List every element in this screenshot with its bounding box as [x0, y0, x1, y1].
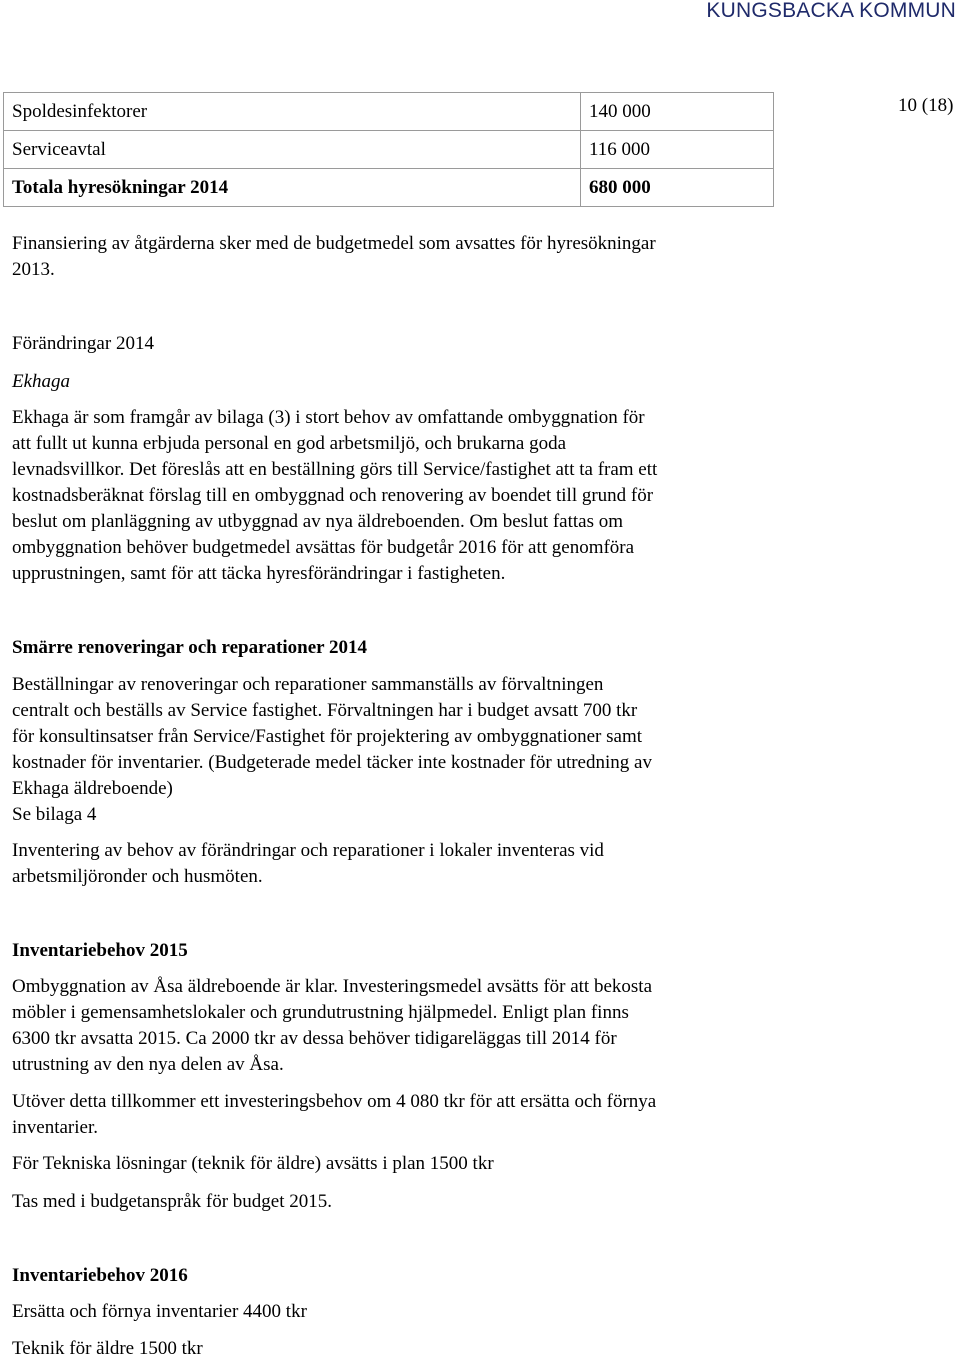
- inventory-2015-paragraph-3: [12, 1151, 952, 1177]
- section-heading: Förändringar 2014: [12, 333, 154, 354]
- text-line: Teknik för äldre 1500 tkr: [12, 1338, 203, 1359]
- text-line: ombyggnation behöver budgetmedel avsättas för budgetår 2016 för att genomföra: [12, 537, 635, 558]
- table-cell-amount: 116 000: [581, 131, 774, 169]
- inventory-check-paragraph: [12, 838, 952, 890]
- table-row: [4, 93, 774, 131]
- inventory-2016-heading: [12, 1263, 952, 1289]
- table-cell-amount: 140 000: [581, 93, 774, 131]
- text-line: kostnadsberäknat förslag till en ombyggnad och renovering av boendet till grund för: [12, 485, 654, 506]
- text-line: För Tekniska lösningar (teknik för äldre) avsätts i plan 1500 tkr: [12, 1153, 494, 1174]
- table-total-row: [4, 169, 774, 207]
- inventory-2015-paragraph-2: [12, 1089, 952, 1141]
- text-line: Ersätta och förnya inventarier 4400 tkr: [12, 1301, 307, 1322]
- text-line: beslut om planläggning av utbyggnad av nya äldreboenden. Om beslut fattas om: [12, 511, 624, 532]
- changes-heading: [12, 331, 952, 357]
- table-cell-total-label: Totala hyresökningar 2014: [4, 169, 581, 207]
- section-subheading: Ekhaga: [12, 371, 71, 392]
- text-line: arbetsmiljöronder och husmöten.: [12, 866, 263, 887]
- repairs-heading: [12, 635, 952, 661]
- text-line: för konsultinsatser från Service/Fastighet för projektering av ombyggnationer samt: [12, 726, 643, 747]
- text-line: kostnader för inventarier. (Budgeterade medel täcker inte kostnader för utredning av: [12, 752, 652, 773]
- text-line: Finansiering av åtgärderna sker med de budgetmedel som avsattes för hyresökningar: [12, 233, 656, 254]
- section-heading: Smärre renoveringar och reparationer 2014: [12, 637, 367, 658]
- repairs-paragraph: [12, 672, 952, 828]
- table-row: [4, 131, 774, 169]
- page-number: 10 (18): [898, 95, 954, 116]
- text-line: upprustningen, samt för att täcka hyresförändringar i fastigheten.: [12, 563, 506, 584]
- text-line: Ekhaga är som framgår av bilaga (3) i stort behov av omfattande ombyggnation för: [12, 407, 645, 428]
- text-line: Ombyggnation av Åsa äldreboende är klar. Investeringsmedel avsätts för att bekosta: [12, 976, 652, 997]
- text-line: Inventering av behov av förändringar och reparationer i lokaler inventeras vid: [12, 840, 604, 861]
- table-cell-total-amount: 680 000: [581, 169, 774, 207]
- text-line: centralt och beställs av Service fastighet. Förvaltningen har i budget avsatt 700 tkr: [12, 700, 638, 721]
- inventory-2015-heading: [12, 938, 952, 964]
- inventory-2016-line-1: [12, 1299, 952, 1325]
- financing-paragraph: [12, 231, 952, 283]
- text-line: att fullt ut kunna erbjuda personal en god arbetsmiljö, och brukarna goda: [12, 433, 567, 454]
- text-line: levnadsvillkor. Det föreslås att en beställning görs till Service/fastighet att ta fram ett: [12, 459, 658, 480]
- inventory-2016-line-2: [12, 1336, 952, 1362]
- table-cell-item: Serviceavtal: [4, 131, 581, 169]
- table-cell-item: Spoldesinfektorer: [4, 93, 581, 131]
- changes-paragraph: [12, 405, 952, 587]
- section-heading: Inventariebehov 2015: [12, 940, 188, 961]
- inventory-2015-paragraph-1: [12, 974, 952, 1078]
- cost-table: [3, 92, 774, 207]
- changes-subheading: [12, 369, 952, 395]
- text-line: Utöver detta tillkommer ett investeringsbehov om 4 080 tkr för att ersätta och förnya: [12, 1091, 657, 1112]
- text-line: Tas med i budgetanspråk för budget 2015.: [12, 1191, 333, 1212]
- text-line: 2013.: [12, 259, 55, 280]
- section-heading: Inventariebehov 2016: [12, 1265, 188, 1286]
- text-line: utrustning av den nya delen av Åsa.: [12, 1054, 284, 1075]
- text-line: inventarier.: [12, 1117, 98, 1138]
- text-line: 6300 tkr avsatta 2015. Ca 2000 tkr av dessa behöver tidigareläggas till 2014 för: [12, 1028, 617, 1049]
- text-line: möbler i gemensamhetslokaler och grundutrustning hjälpmedel. Enligt plan finns: [12, 1002, 629, 1023]
- text-line: Se bilaga 4: [12, 804, 97, 825]
- inventory-2015-paragraph-4: [12, 1189, 952, 1215]
- text-line: Beställningar av renoveringar och reparationer sammanställs av förvaltningen: [12, 674, 604, 695]
- text-line: Ekhaga äldreboende): [12, 778, 173, 799]
- organization-header: KUNGSBACKA KOMMUN: [706, 0, 956, 22]
